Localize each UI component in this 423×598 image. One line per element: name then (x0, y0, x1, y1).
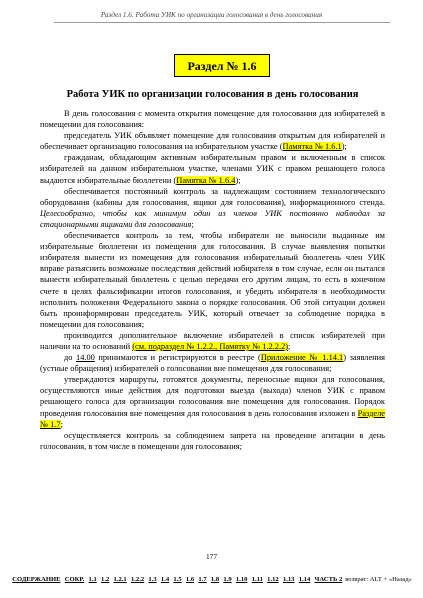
nav-1-10[interactable]: 1.10 (235, 576, 248, 583)
nav-1-7[interactable]: 1.7 (198, 576, 207, 583)
nav-1-2-1[interactable]: 1.2.1 (113, 576, 127, 583)
paragraph-additional-inclusion: производится дополнительное включение избирателей в список избирателей при наличии на то оснований (см. подраздел № 1.2.2., Памятку № 1.2.2.2); (40, 330, 385, 351)
bottom-navigation (0, 576, 423, 583)
nav-1-2-2[interactable]: 1.2.2 (130, 576, 145, 583)
nav-abbreviations[interactable]: СОКР. (64, 576, 85, 583)
paragraph-ballot-removal: обеспечивается контроль за тем, чтобы избиратели не выносили выданные им избирательные бюллетени из помещения для голосования. В случае выявления попытки избирателя вынести из помещения для голосования избирательный бюллетень член УИК вправе разъяснить возможные последствия действий избирателя в том случае, если он пытался вынести избирательный бюллетень с целью передачи его другим лицам, то есть в конечном счете в целях фальсификации итогов голосования, и убедить избирателя в необходимости исполнить положения Федерального закона о порядке голосования. Об этой ситуации должен быть проинформирован председатель УИК, который отвечает за соблюдение порядка в помещении для голосования; (40, 231, 385, 329)
nav-back-hint: возврат: ALT + «Назад» (345, 576, 413, 583)
header-divider (54, 22, 390, 23)
paragraph-registry: до 14.00 принимаются и регистрируются в реестре (Приложение № 1.14.1) заявления (устные обращения) избирателей о голосовании вне помещения для голосования; (40, 353, 385, 374)
deadline-time: 14.00 (76, 353, 95, 363)
subsection-1-2-2-link[interactable]: (см. подраздел № 1.2.2., Памятку № 1.2.2.2) (132, 341, 289, 351)
section-1-7-link[interactable]: Разделе № 1.7 (40, 408, 385, 429)
nav-1-5[interactable]: 1.5 (173, 576, 182, 583)
nav-1-2[interactable]: 1.2 (101, 576, 110, 583)
nav-1-3[interactable]: 1.3 (148, 576, 157, 583)
page-number: 177 (205, 552, 218, 561)
nav-1-8[interactable]: 1.8 (210, 576, 220, 583)
document-body (40, 108, 385, 452)
nav-part-2[interactable]: ЧАСТЬ 2 (314, 576, 343, 583)
nav-1-9[interactable]: 1.9 (223, 576, 232, 583)
paragraph-ballots: гражданам, обладающим активным избирательным правом и включенным в список избирателей на данном избирательном участке, членами УИК с правом решающего голоса выдаются избирательные бюллетени (Памятка № 1.6.4); (40, 153, 385, 185)
nav-1-12[interactable]: 1.12 (267, 576, 279, 583)
italic-recommendation: Целесообразно, чтобы как минимум один из членов УИК постоянно наблюдал за стационарными ящиками для голосования (40, 208, 385, 229)
nav-1-4[interactable]: 1.4 (160, 576, 170, 583)
section-label: Раздел № 1.6 (174, 54, 270, 77)
paragraph-agitation-control: осуществляется контроль за соблюдением запрета на проведение агитации в день голосования, в том числе в помещении для голосования; (40, 430, 385, 451)
paragraph-intro: В день голосования с момента открытия помещение для голосования для избирателей в помещении для голосования: (40, 109, 385, 130)
nav-1-14[interactable]: 1.14 (298, 576, 311, 583)
nav-1-6[interactable]: 1.6 (185, 576, 195, 583)
nav-1-13[interactable]: 1.13 (282, 576, 295, 583)
memo-1-6-4-link[interactable]: Памятка № 1.6.4 (176, 175, 236, 185)
paragraph-chairman: председатель УИК объявляет помещение для голосования открытым для избирателей и обеспечивает организацию голосования на избирательном участке (Памятка № 1.6.1); (40, 131, 385, 152)
page-title: Работа УИК по организации голосования в день голосования (66, 89, 359, 100)
paragraph-routes: утверждаются маршруты, готовятся документы, переносные ящики для голосования, осуществляются иные действия для подготовки выезда (выхода) членов УИК с правом решающего голоса для организации голосования вне помещения для голосования. Порядок проведения голосования вне помещения для голосования в день голосования изложен в Разделе № 1.7; (40, 375, 385, 429)
appendix-1-14-1-link[interactable]: Приложение № 1.14.1 (260, 353, 344, 363)
memo-1-6-1-link[interactable]: Памятка № 1.6.1 (282, 142, 342, 152)
nav-contents[interactable]: СОДЕРЖАНИЕ (12, 576, 61, 583)
nav-1-11[interactable]: 1.11 (251, 576, 263, 583)
paragraph-equipment-control: обеспечивается постоянный контроль за надлежащим состоянием технологического оборудования (кабины для голосования, ящики для голосования), информационного стенда. Целесообразно, чтобы как минимум один из членов УИК постоянно наблюдал за стационарными ящиками для голосования; (40, 186, 385, 229)
running-header: Раздел 1.6. Работа УИК по организации голосования в день голосования (100, 11, 323, 19)
nav-1-1[interactable]: 1.1 (88, 576, 97, 583)
